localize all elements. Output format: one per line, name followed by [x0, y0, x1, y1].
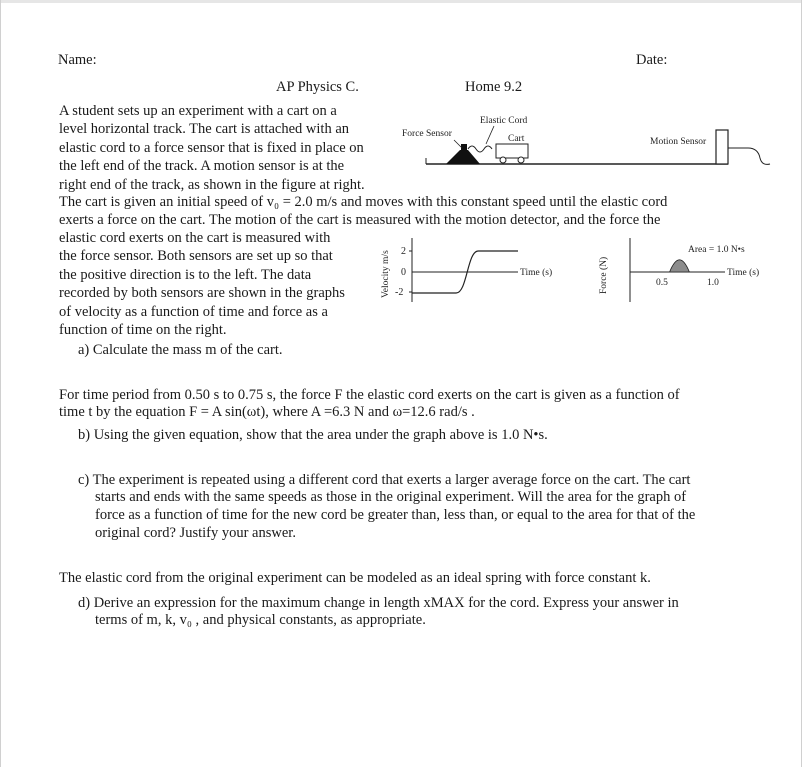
velocity-tick-2: 2: [401, 246, 406, 257]
velocity-time-label: Time (s): [520, 268, 553, 278]
force-axis-label: Force (N): [599, 256, 609, 294]
intro-line: function of time on the right.: [59, 322, 227, 339]
intro-line: right end of the track, as shown in the figure at right.: [59, 176, 365, 193]
part-b-question: b) Using the given equation, show that the area under the graph above is 1.0 N•s.: [78, 427, 548, 443]
motion-sensor-label: Motion Sensor: [650, 137, 707, 147]
part-c-line: starts and ends with the same speeds as those in the original experiment. Will the area for the graph of: [95, 489, 687, 505]
velocity-tick-0: 0: [401, 267, 406, 278]
apparatus-figure: [398, 108, 778, 180]
motion-sensor: [716, 130, 728, 164]
intro-line: level horizontal track. The cart is attached with an: [59, 121, 350, 138]
assignment-title: Home 9.2: [465, 79, 523, 95]
intro-line: the left end of the track. A motion sensor is at the: [59, 158, 345, 175]
force-area: [670, 260, 690, 272]
force-time-label: Time (s): [727, 268, 760, 278]
cart-wheel-left: [500, 157, 506, 163]
context-b-line: time t by the equation F = A sin(ωt), where A =6.3 N and ω=12.6 rad/s .: [59, 404, 475, 420]
cart-label: Cart: [508, 134, 525, 144]
force-graph: [590, 232, 780, 308]
intro-line: A student sets up an experiment with a cart on a: [59, 103, 337, 119]
force-sensor-pointer: [454, 140, 462, 148]
part-c-line: original cord? Justify your answer.: [95, 525, 296, 541]
window-top-bar: [0, 0, 802, 3]
course-title: AP Physics C.: [276, 79, 359, 95]
part-c-line: force as a function of time for the new cord be greater than, less than, or equal to the area for that of the: [95, 507, 696, 523]
intro-paragraph-bottom: [59, 229, 389, 339]
elastic-cord-label: Elastic Cord: [480, 116, 528, 126]
cart: [496, 144, 528, 158]
part-d-line: d) Derive an expression for the maximum change in length xMAX for the cord. Express your answer in: [78, 595, 679, 611]
elastic-cord-pointer: [486, 126, 494, 144]
force-area-label: Area = 1.0 N•s: [688, 245, 745, 255]
intro-line: of velocity as a function of time and force as a: [59, 303, 328, 320]
part-d-line: terms of m, k, v₀ , and physical constants, as appropriate.: [95, 612, 426, 628]
force-tick-0-5: 0.5: [656, 278, 668, 288]
intro-line: elastic cord exerts on the cart is measured with: [59, 230, 331, 246]
part-c-line: c) The experiment is repeated using a different cord that exerts a larger average force on the cart. The cart: [78, 472, 691, 488]
velocity-tick-neg2: -2: [395, 287, 404, 298]
velocity-axis-label: Velocity m/s: [381, 250, 391, 298]
force-tick-1-0: 1.0: [707, 278, 719, 288]
elastic-cord: [468, 146, 492, 152]
part-a-question: a) Calculate the mass m of the cart.: [78, 342, 283, 358]
context-b-line: For time period from 0.50 s to 0.75 s, the force F the elastic cord exerts on the cart is given as a function of: [59, 387, 680, 403]
intro-paragraph-top: [59, 102, 404, 194]
force-sensor: [446, 150, 480, 164]
name-label: Name:: [58, 52, 97, 68]
intro-line: the positive direction is to the left. The data: [59, 266, 312, 283]
date-label: Date:: [636, 52, 668, 68]
intro-line: recorded by both sensors are shown in the graphs: [59, 285, 345, 302]
intro-line-full: exerts a force on the cart. The motion of the cart is measured with the motion detector, and the force the: [59, 212, 661, 228]
velocity-graph: [372, 232, 572, 308]
page-left-edge: [0, 0, 1, 767]
intro-line: the force sensor. Both sensors are set up so that: [59, 248, 333, 265]
cart-wheel-right: [518, 157, 524, 163]
context-d: The elastic cord from the original experiment can be modeled as an ideal spring with force constant k.: [59, 570, 651, 586]
force-sensor-label: Force Sensor: [402, 129, 452, 139]
intro-line-full: The cart is given an initial speed of v₀ = 2.0 m/s and moves with this constant speed until the elastic cord: [59, 194, 668, 210]
intro-line: elastic cord to a force sensor that is fixed in place on: [59, 139, 364, 156]
motion-sensor-cable: [728, 148, 770, 164]
